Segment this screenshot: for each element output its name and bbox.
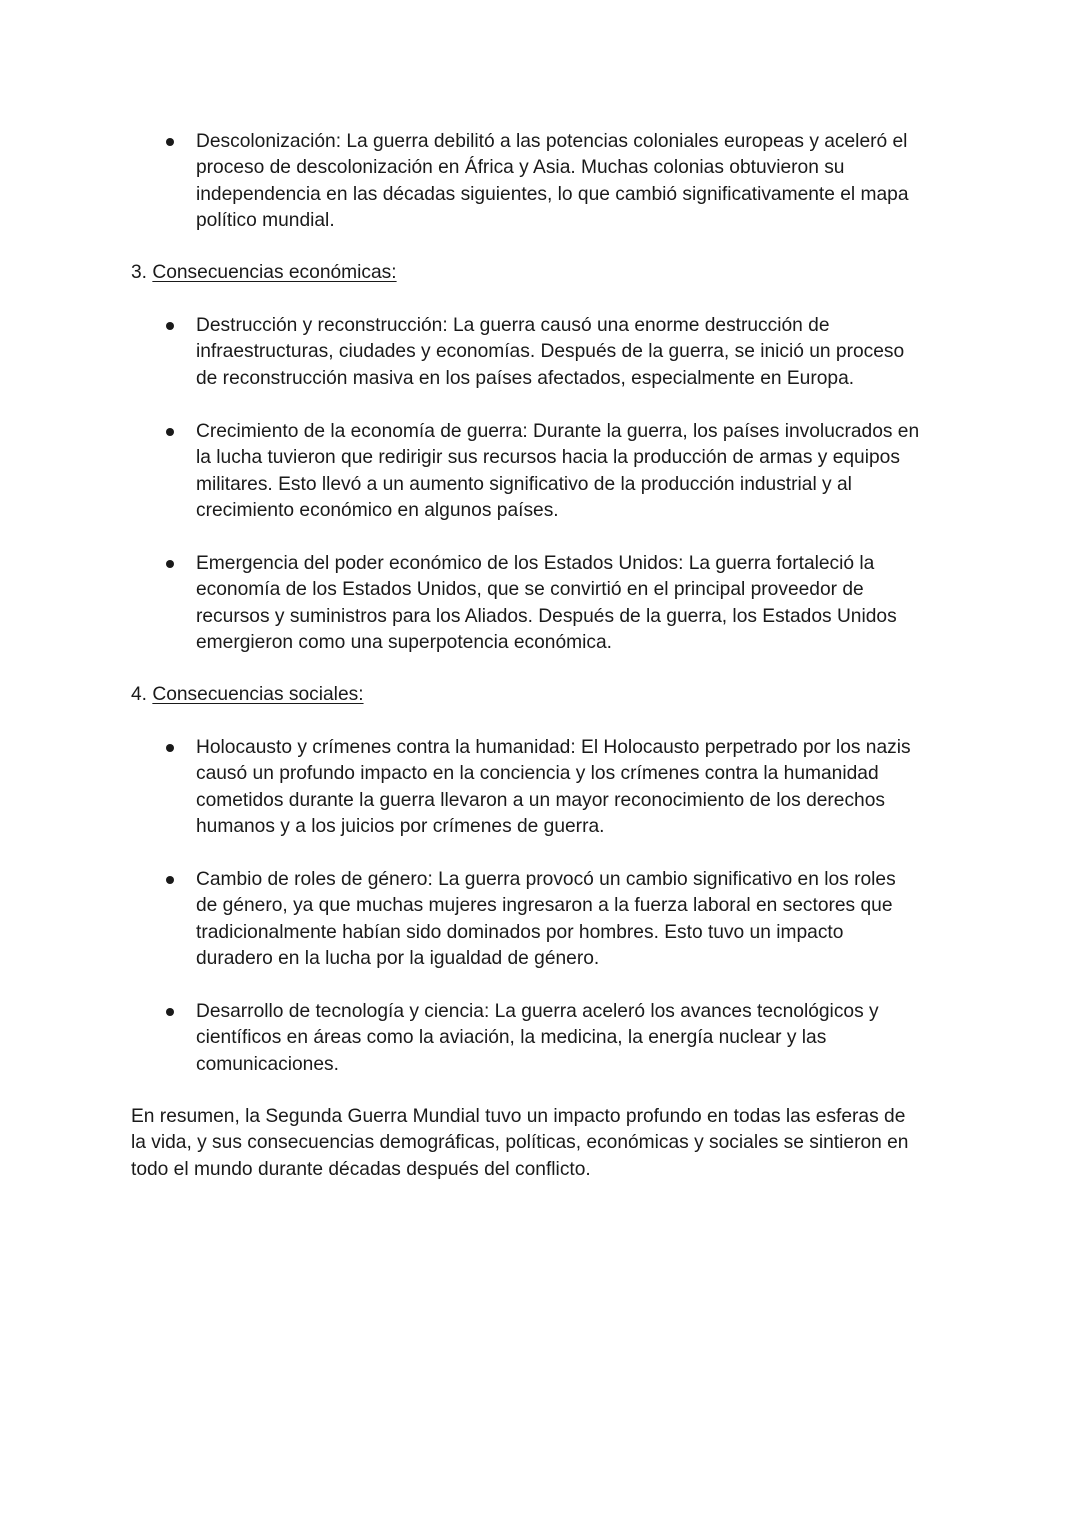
bullet-gender-roles (196, 867, 956, 972)
text-line: En resumen, la Segunda Guerra Mundial tuvo un impacto profundo en todas las esferas de (131, 1106, 906, 1127)
text-line: emergieron como una superpotencia económica. (196, 631, 612, 653)
summary-paragraph (131, 1104, 951, 1183)
heading-economic-consequences (131, 260, 397, 286)
text-line: proceso de descolonización en África y Asia. Muchas colonias obtuvieron su (196, 157, 845, 179)
text-line: recursos y suministros para los Aliados. Después de la guerra, los Estados Unidos (196, 605, 897, 627)
bullet-dot (166, 876, 174, 884)
bullet-us-economic-power (196, 551, 956, 656)
text-line: comunicaciones. (196, 1053, 339, 1075)
bullet-dot (166, 428, 174, 436)
bullet-decolonization (196, 129, 956, 234)
text-line: Desarrollo de tecnología y ciencia: La guerra aceleró los avances tecnológicos y (196, 1001, 879, 1022)
text-line: infraestructuras, ciudades y economías. Después de la guerra, se inició un proceso (196, 341, 905, 363)
heading-social-consequences (131, 682, 364, 708)
text-line: Holocausto y crímenes contra la humanidad: El Holocausto perpetrado por los nazis (196, 737, 911, 758)
bullet-destruction-reconstruction (196, 313, 956, 392)
bullet-holocaust (196, 735, 956, 840)
text-line: político mundial. (196, 209, 335, 231)
heading-title: Consecuencias económicas: (152, 262, 397, 283)
text-line: duradero en la lucha por la igualdad de género. (196, 947, 600, 969)
text-line: Descolonización: La guerra debilitó a las potencias coloniales europeas y aceleró el (196, 131, 908, 152)
bullet-dot (166, 744, 174, 752)
text-line: causó un profundo impacto en la conciencia y los crímenes contra la humanidad (196, 763, 879, 785)
text-line: Cambio de roles de género: La guerra provocó un cambio significativo en los roles (196, 869, 896, 890)
heading-title: Consecuencias sociales: (152, 684, 364, 705)
text-line: científicos en áreas como la aviación, la medicina, la energía nuclear y las (196, 1027, 827, 1049)
text-line: militares. Esto llevó a un aumento significativo de la producción industrial y al (196, 473, 852, 495)
heading-number: 3. (131, 262, 148, 283)
text-line: de reconstrucción masiva en los países afectados, especialmente en Europa. (196, 367, 855, 389)
text-line: todo el mundo durante décadas después del conflicto. (131, 1158, 591, 1180)
text-line: cometidos durante la guerra llevaron a un mayor reconocimiento de los derechos (196, 789, 885, 811)
bullet-dot (166, 322, 174, 330)
bullet-war-economy (196, 419, 956, 524)
text-line: Destrucción y reconstrucción: La guerra causó una enorme destrucción de (196, 315, 830, 336)
text-line: tradicionalmente habían sido dominados por hombres. Esto tuvo un impacto (196, 921, 844, 943)
bullet-dot (166, 560, 174, 568)
text-line: la lucha tuvieron que redirigir sus recursos hacia la producción de armas y equipos (196, 447, 900, 469)
text-line: economía de los Estados Unidos, que se convirtió en el principal proveedor de (196, 579, 864, 601)
text-line: independencia en las décadas siguientes, lo que cambió significativamente el mapa (196, 183, 909, 205)
bullet-technology-science (196, 999, 956, 1078)
text-line: Crecimiento de la economía de guerra: Durante la guerra, los países involucrados en (196, 421, 920, 442)
bullet-dot (166, 138, 174, 146)
bullet-dot (166, 1008, 174, 1016)
text-line: la vida, y sus consecuencias demográficas, políticas, económicas y sociales se sintieron en (131, 1132, 909, 1154)
text-line: Emergencia del poder económico de los Estados Unidos: La guerra fortaleció la (196, 553, 875, 574)
heading-number: 4. (131, 684, 148, 705)
text-line: humanos y a los juicios por crímenes de guerra. (196, 815, 605, 837)
text-line: crecimiento económico en algunos países. (196, 499, 559, 521)
text-line: de género, ya que muchas mujeres ingresaron a la fuerza laboral en sectores que (196, 895, 893, 917)
